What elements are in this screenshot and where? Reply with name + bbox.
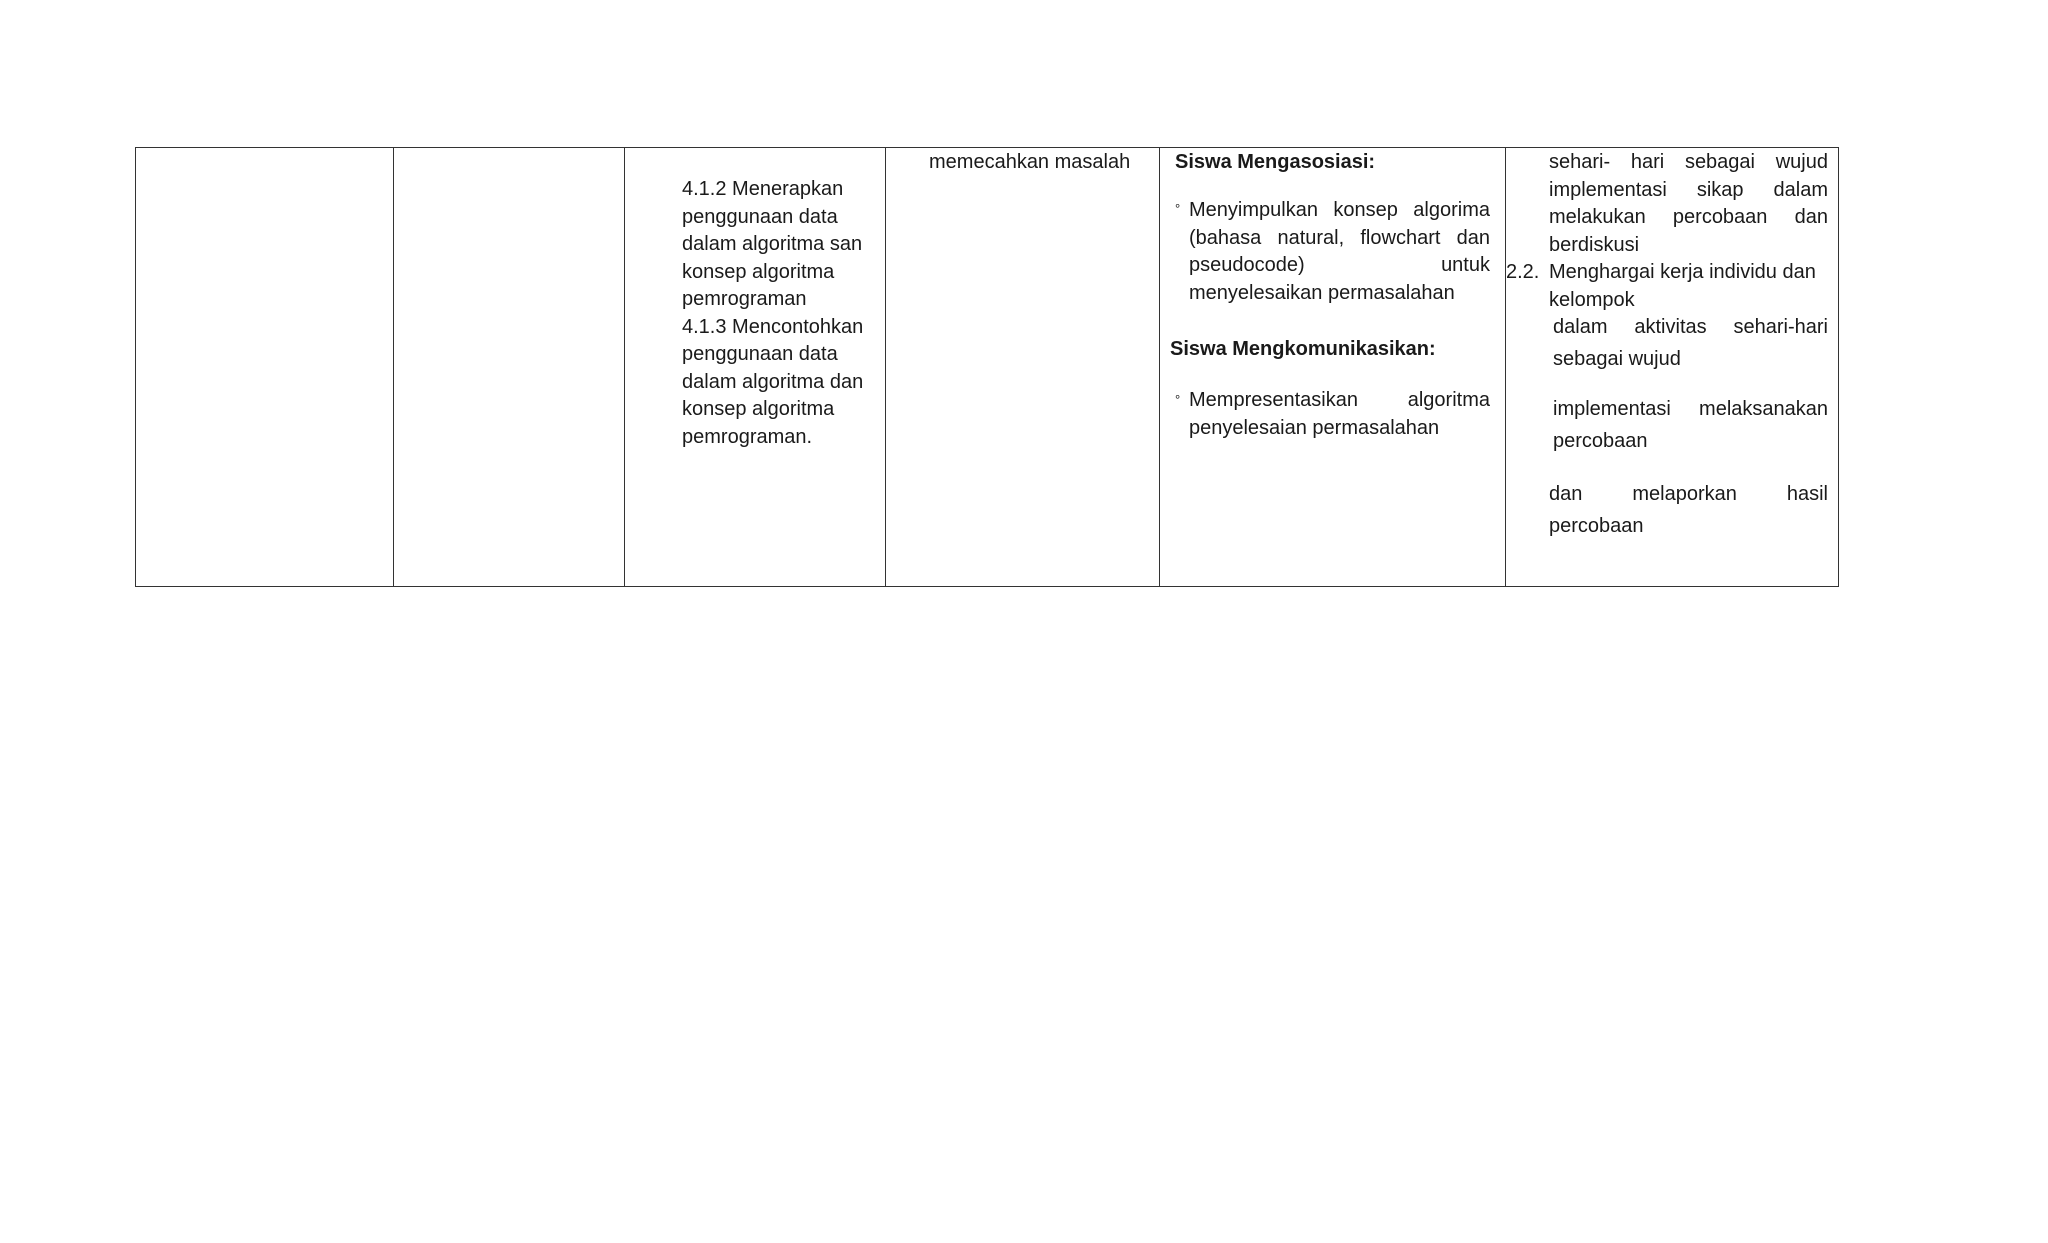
table-cell-col1 [136, 148, 393, 586]
word: hari [1630, 151, 1665, 173]
bullet-icon: ° [1175, 201, 1181, 216]
word: sebagai [1684, 151, 1755, 173]
activity-line [1189, 387, 1490, 415]
word: (bahasa [1189, 226, 1262, 249]
word: dalam [1553, 316, 1608, 338]
word: dan [1549, 483, 1583, 505]
word: flowchart [1360, 226, 1441, 249]
activity-line [1189, 225, 1490, 253]
indicator-line: penggunaan data [682, 343, 838, 365]
word: dalam [1773, 178, 1828, 201]
indicator-line: penggunaan data [682, 205, 838, 228]
word: wujud [1775, 151, 1828, 173]
word: melaporkan [1632, 483, 1737, 505]
character-block-5 [1549, 481, 1828, 540]
character-line: percobaan [1549, 514, 1644, 537]
indicator-line: 4.1.2 Menerapkan [682, 178, 844, 200]
word: dan [1456, 226, 1490, 249]
character-line: kelompok [1549, 288, 1635, 311]
word: melakukan [1549, 206, 1646, 228]
word: konsep [1333, 199, 1398, 221]
word: sehari- [1549, 151, 1611, 173]
word: algoritma [1407, 389, 1490, 411]
word: pseudocode) [1189, 254, 1305, 276]
activity-line [1189, 197, 1490, 225]
character-line [1553, 314, 1828, 342]
character-line: Menghargai kerja individu dan [1549, 261, 1816, 283]
word: algorima [1413, 199, 1490, 221]
table-cell-character [1505, 148, 1840, 586]
indicator-line: pemrograman. [682, 425, 813, 448]
word: percobaan [1672, 206, 1768, 228]
heading-mengkomunikasikan: Siswa Mengkomunikasikan: [1170, 338, 1436, 360]
activity-item-present [1189, 387, 1490, 442]
word: sehari-hari [1733, 316, 1828, 338]
character-line: sebagai wujud [1553, 347, 1681, 370]
indicator-line: 4.1.3 Mencontohkan [682, 315, 864, 338]
character-line [1549, 149, 1828, 177]
activity-item-conclude [1189, 197, 1490, 307]
indicator-text [682, 176, 882, 451]
word: natural, [1277, 226, 1345, 249]
word: aktivitas [1634, 316, 1707, 338]
activity-line: menyelesaikan permasalahan [1189, 281, 1455, 304]
word: hasil [1786, 483, 1828, 505]
character-line [1549, 481, 1828, 509]
word: implementasi [1549, 178, 1667, 201]
character-line [1553, 396, 1828, 424]
word: Menyimpulkan [1189, 199, 1318, 221]
word: sikap [1696, 178, 1744, 201]
character-block-2 [1549, 259, 1828, 314]
table-cell-material [885, 148, 1159, 586]
character-block-4 [1553, 396, 1828, 455]
indicator-line: pemrograman [682, 288, 807, 310]
character-line: percobaan [1553, 429, 1648, 452]
word: untuk [1441, 254, 1490, 276]
activity-line [1189, 252, 1490, 280]
list-number: 2.2. [1506, 261, 1540, 283]
document-table [135, 147, 1839, 587]
table-cell-indicators [624, 148, 885, 586]
character-block-1 [1549, 149, 1828, 259]
word: dan [1794, 206, 1828, 228]
material-text: memecahkan masalah [929, 151, 1131, 173]
indicator-line: dalam algoritma san [682, 233, 863, 255]
word: melaksanakan [1699, 398, 1828, 420]
word: Mempresentasikan [1189, 389, 1358, 411]
character-line [1549, 204, 1828, 232]
activity-line: penyelesaian permasalahan [1189, 416, 1440, 439]
indicator-line: dalam algoritma dan [682, 370, 864, 393]
indicator-line: konsep algoritma [682, 398, 835, 420]
table-cell-activities [1159, 148, 1505, 586]
character-line: berdiskusi [1549, 233, 1640, 256]
indicator-line: konsep algoritma [682, 260, 835, 283]
table-cell-col2 [393, 148, 624, 586]
word: implementasi [1553, 398, 1671, 420]
heading-mengasosiasi: Siswa Mengasosiasi: [1175, 151, 1376, 173]
character-line [1549, 177, 1828, 205]
bullet-icon: ° [1175, 392, 1181, 407]
character-block-3 [1553, 314, 1828, 373]
